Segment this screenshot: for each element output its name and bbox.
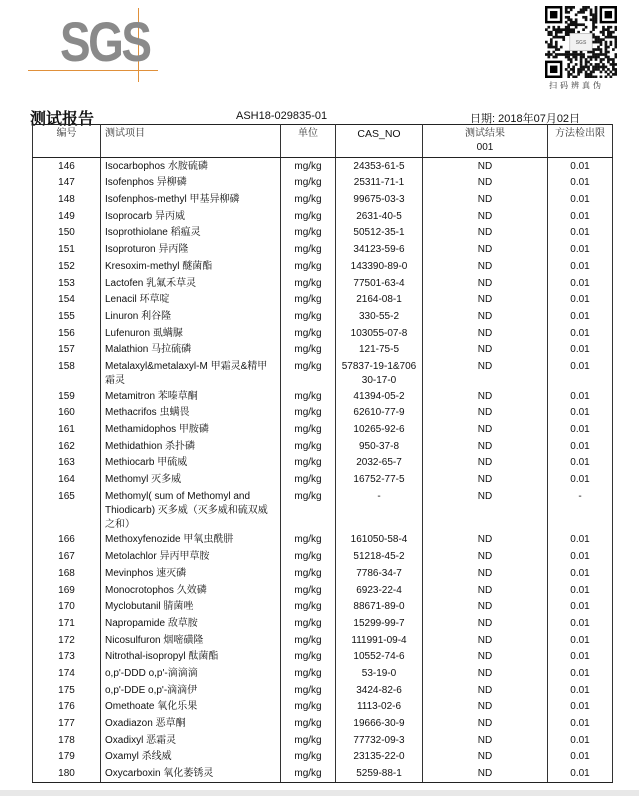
cell-no: 146	[33, 158, 101, 175]
page-bottom-edge	[0, 790, 639, 796]
table-row	[33, 732, 613, 749]
column-header-result	[423, 125, 548, 158]
cell-no: 165	[33, 488, 101, 532]
cell-limit: 0.01	[548, 699, 613, 716]
cell-unit: mg/kg	[281, 455, 336, 472]
cell-cas: 111991-09-4	[336, 632, 423, 649]
cell-limit: 0.01	[548, 241, 613, 258]
cell-result: ND	[423, 405, 548, 422]
cell-result: ND	[423, 615, 548, 632]
cell-unit: mg/kg	[281, 699, 336, 716]
cell-unit: mg/kg	[281, 649, 336, 666]
cell-item: Metalaxyl&metalaxyl-M 甲霜灵&精甲霜灵	[101, 358, 281, 388]
table-row	[33, 599, 613, 616]
cell-result: ND	[423, 325, 548, 342]
cell-no: 168	[33, 565, 101, 582]
cell-unit: mg/kg	[281, 682, 336, 699]
cell-item: Methacrifos 虫螨畏	[101, 405, 281, 422]
cell-unit: mg/kg	[281, 258, 336, 275]
table-header-row	[33, 125, 613, 158]
cell-cas: 10552-74-6	[336, 649, 423, 666]
cell-result: ND	[423, 158, 548, 175]
cell-unit: mg/kg	[281, 358, 336, 388]
cell-unit: mg/kg	[281, 325, 336, 342]
cell-result: ND	[423, 191, 548, 208]
cell-limit: 0.01	[548, 548, 613, 565]
cell-no: 180	[33, 765, 101, 782]
cell-cas: 88671-89-0	[336, 599, 423, 616]
cell-limit: 0.01	[548, 599, 613, 616]
cell-no: 179	[33, 749, 101, 766]
cell-limit: 0.01	[548, 421, 613, 438]
table-row	[33, 191, 613, 208]
cell-item: o,p'-DDE o,p'-滴滴伊	[101, 682, 281, 699]
table-row	[33, 421, 613, 438]
cell-unit: mg/kg	[281, 158, 336, 175]
cell-result: ND	[423, 699, 548, 716]
cell-item: Lufenuron 虱螨脲	[101, 325, 281, 342]
cell-no: 178	[33, 732, 101, 749]
cell-item: Napropamide 敌草胺	[101, 615, 281, 632]
cell-limit: 0.01	[548, 275, 613, 292]
cell-item: o,p'-DDD o,p'-滴滴滴	[101, 665, 281, 682]
cell-unit: mg/kg	[281, 308, 336, 325]
cell-no: 159	[33, 388, 101, 405]
cell-cas: 2631-40-5	[336, 208, 423, 225]
column-header-unit: 单位	[281, 125, 336, 158]
table-row	[33, 175, 613, 192]
table-row	[33, 158, 613, 175]
cell-item: Nicosulfuron 烟嘧磺隆	[101, 632, 281, 649]
table-body	[33, 158, 613, 783]
cell-unit: mg/kg	[281, 749, 336, 766]
cell-unit: mg/kg	[281, 405, 336, 422]
cell-cas: 99675-03-3	[336, 191, 423, 208]
cell-no: 176	[33, 699, 101, 716]
cell-limit: 0.01	[548, 405, 613, 422]
page-title: 测试报告	[30, 109, 95, 128]
table-row	[33, 649, 613, 666]
cell-unit: mg/kg	[281, 438, 336, 455]
cell-unit: mg/kg	[281, 765, 336, 782]
cell-cas: 53-19-0	[336, 665, 423, 682]
cell-cas: 25311-71-1	[336, 175, 423, 192]
cell-unit: mg/kg	[281, 532, 336, 549]
cell-no: 160	[33, 405, 101, 422]
cell-unit: mg/kg	[281, 241, 336, 258]
cell-cas: 34123-59-6	[336, 241, 423, 258]
cell-no: 153	[33, 275, 101, 292]
qr-center-label: SGS	[575, 39, 587, 46]
column-header-item: 测试项目	[101, 125, 281, 158]
table-row	[33, 699, 613, 716]
table-row	[33, 275, 613, 292]
cell-limit: 0.01	[548, 208, 613, 225]
table-row	[33, 208, 613, 225]
cell-limit: 0.01	[548, 455, 613, 472]
report-date: 日期: 2018年07月02日	[470, 113, 581, 125]
cell-result: ND	[423, 715, 548, 732]
cell-result: ND	[423, 488, 548, 532]
cell-limit: 0.01	[548, 471, 613, 488]
cell-no: 158	[33, 358, 101, 388]
column-header-result-sample: 001	[476, 142, 494, 153]
report-number: ASH18-029835-01	[236, 110, 328, 122]
cell-cas: 51218-45-2	[336, 548, 423, 565]
cell-limit: 0.01	[548, 175, 613, 192]
cell-result: ND	[423, 565, 548, 582]
cell-no: 161	[33, 421, 101, 438]
table-row	[33, 455, 613, 472]
cell-no: 152	[33, 258, 101, 275]
column-header-cas: CAS_NO	[336, 125, 423, 158]
cell-no: 147	[33, 175, 101, 192]
cell-result: ND	[423, 421, 548, 438]
cell-unit: mg/kg	[281, 665, 336, 682]
table-row	[33, 765, 613, 782]
cell-unit: mg/kg	[281, 388, 336, 405]
cell-result: ND	[423, 342, 548, 359]
cell-limit: 0.01	[548, 358, 613, 388]
cell-item: Isocarbophos 水胺硫磷	[101, 158, 281, 175]
table-row	[33, 715, 613, 732]
cell-unit: mg/kg	[281, 548, 336, 565]
cell-no: 148	[33, 191, 101, 208]
cell-no: 174	[33, 665, 101, 682]
table-row	[33, 548, 613, 565]
cell-item: Methidathion 杀扑磷	[101, 438, 281, 455]
cell-limit: 0.01	[548, 715, 613, 732]
cell-item: Isofenphos-methyl 甲基异柳磷	[101, 191, 281, 208]
cell-item: Oxamyl 杀线威	[101, 749, 281, 766]
cell-item: Methamidophos 甲胺磷	[101, 421, 281, 438]
cell-cas: 2164-08-1	[336, 292, 423, 309]
cell-cas: 121-75-5	[336, 342, 423, 359]
cell-cas: 77501-63-4	[336, 275, 423, 292]
cell-no: 169	[33, 582, 101, 599]
table-row	[33, 258, 613, 275]
cell-result: ND	[423, 308, 548, 325]
cell-cas: 19666-30-9	[336, 715, 423, 732]
cell-result: ND	[423, 358, 548, 388]
table-row	[33, 471, 613, 488]
cell-item: Myclobutanil 腈菌唑	[101, 599, 281, 616]
cell-item: Monocrotophos 久效磷	[101, 582, 281, 599]
cell-item: Methomyl( sum of Methomyl and Thiodicarb) 灭多威（灭多威和硫双威之和）	[101, 488, 281, 532]
cell-no: 156	[33, 325, 101, 342]
cell-unit: mg/kg	[281, 715, 336, 732]
cell-cas: 23135-22-0	[336, 749, 423, 766]
cell-cas: 7786-34-7	[336, 565, 423, 582]
column-header-limit: 方法检出限	[548, 125, 613, 158]
cell-limit: 0.01	[548, 649, 613, 666]
cell-result: ND	[423, 665, 548, 682]
table-row	[33, 405, 613, 422]
cell-item: Mevinphos 速灭磷	[101, 565, 281, 582]
cell-limit: 0.01	[548, 765, 613, 782]
cell-cas: 77732-09-3	[336, 732, 423, 749]
cell-cas: 24353-61-5	[336, 158, 423, 175]
cell-item: Oxadixyl 恶霜灵	[101, 732, 281, 749]
table-row	[33, 532, 613, 549]
cell-unit: mg/kg	[281, 488, 336, 532]
table-row	[33, 665, 613, 682]
cell-no: 172	[33, 632, 101, 649]
cell-cas: 950-37-8	[336, 438, 423, 455]
table-row	[33, 308, 613, 325]
cell-unit: mg/kg	[281, 615, 336, 632]
cell-cas: 161050-58-4	[336, 532, 423, 549]
cell-no: 151	[33, 241, 101, 258]
cell-result: ND	[423, 765, 548, 782]
cell-result: ND	[423, 599, 548, 616]
cell-limit: 0.01	[548, 749, 613, 766]
cell-item: Methomyl 灭多威	[101, 471, 281, 488]
table-row	[33, 582, 613, 599]
cell-no: 177	[33, 715, 101, 732]
cell-no: 155	[33, 308, 101, 325]
cell-no: 164	[33, 471, 101, 488]
cell-no: 154	[33, 292, 101, 309]
cell-limit: 0.01	[548, 438, 613, 455]
cell-cas: 15299-99-7	[336, 615, 423, 632]
cell-no: 171	[33, 615, 101, 632]
cell-result: ND	[423, 732, 548, 749]
qr-caption: 扫码辨真伪	[549, 81, 604, 90]
table-row	[33, 342, 613, 359]
table-row	[33, 292, 613, 309]
cell-no: 150	[33, 225, 101, 242]
table-row	[33, 225, 613, 242]
cell-limit: 0.01	[548, 682, 613, 699]
cell-cas: 5259-88-1	[336, 765, 423, 782]
cell-no: 157	[33, 342, 101, 359]
cell-limit: 0.01	[548, 532, 613, 549]
table-row	[33, 388, 613, 405]
cell-cas: 103055-07-8	[336, 325, 423, 342]
cell-item: Linuron 利谷隆	[101, 308, 281, 325]
cell-item: Oxycarboxin 氧化萎锈灵	[101, 765, 281, 782]
cell-result: ND	[423, 275, 548, 292]
cell-item: Methoxyfenozide 甲氧虫酰肼	[101, 532, 281, 549]
table-row	[33, 488, 613, 532]
cell-unit: mg/kg	[281, 208, 336, 225]
cell-item: Isoprocarb 异丙威	[101, 208, 281, 225]
cell-unit: mg/kg	[281, 732, 336, 749]
cell-unit: mg/kg	[281, 582, 336, 599]
cell-result: ND	[423, 548, 548, 565]
cell-item: Metamitron 苯嗪草酮	[101, 388, 281, 405]
cell-item: Nitrothal-isopropyl 酞菌酯	[101, 649, 281, 666]
cell-unit: mg/kg	[281, 292, 336, 309]
cell-limit: 0.01	[548, 615, 613, 632]
cell-limit: -	[548, 488, 613, 532]
cell-item: Lactofen 乳氟禾草灵	[101, 275, 281, 292]
table-row	[33, 615, 613, 632]
cell-item: Kresoxim-methyl 醚菌酯	[101, 258, 281, 275]
cell-no: 173	[33, 649, 101, 666]
logo-text: SGS	[60, 10, 150, 73]
cell-limit: 0.01	[548, 732, 613, 749]
cell-result: ND	[423, 471, 548, 488]
cell-limit: 0.01	[548, 225, 613, 242]
cell-result: ND	[423, 532, 548, 549]
cell-no: 170	[33, 599, 101, 616]
cell-limit: 0.01	[548, 258, 613, 275]
cell-limit: 0.01	[548, 292, 613, 309]
cell-result: ND	[423, 208, 548, 225]
cell-limit: 0.01	[548, 582, 613, 599]
cell-item: Isoprothiolane 稻瘟灵	[101, 225, 281, 242]
cell-limit: 0.01	[548, 632, 613, 649]
cell-cas: 330-55-2	[336, 308, 423, 325]
cell-unit: mg/kg	[281, 342, 336, 359]
cell-cas: -	[336, 488, 423, 532]
cell-item: Lenacil 环草啶	[101, 292, 281, 309]
table-row	[33, 749, 613, 766]
cell-limit: 0.01	[548, 158, 613, 175]
qr-code-icon	[545, 6, 617, 78]
cell-unit: mg/kg	[281, 599, 336, 616]
column-header-no: 编号	[33, 125, 101, 158]
cell-result: ND	[423, 682, 548, 699]
cell-cas: 143390-89-0	[336, 258, 423, 275]
cell-item: Omethoate 氧化乐果	[101, 699, 281, 716]
table-row	[33, 241, 613, 258]
cell-no: 166	[33, 532, 101, 549]
cell-unit: mg/kg	[281, 275, 336, 292]
cell-result: ND	[423, 649, 548, 666]
cell-limit: 0.01	[548, 342, 613, 359]
cell-cas: 2032-65-7	[336, 455, 423, 472]
cell-item: Methiocarb 甲硫威	[101, 455, 281, 472]
table-row	[33, 325, 613, 342]
cell-no: 149	[33, 208, 101, 225]
table-row	[33, 565, 613, 582]
cell-item: Isoproturon 异丙隆	[101, 241, 281, 258]
cell-cas: 10265-92-6	[336, 421, 423, 438]
cell-result: ND	[423, 749, 548, 766]
column-header-result-label: 测试结果	[465, 128, 505, 139]
cell-unit: mg/kg	[281, 191, 336, 208]
cell-no: 167	[33, 548, 101, 565]
cell-unit: mg/kg	[281, 471, 336, 488]
cell-result: ND	[423, 175, 548, 192]
cell-unit: mg/kg	[281, 565, 336, 582]
cell-cas: 62610-77-9	[336, 405, 423, 422]
cell-no: 175	[33, 682, 101, 699]
cell-unit: mg/kg	[281, 225, 336, 242]
cell-result: ND	[423, 438, 548, 455]
cell-limit: 0.01	[548, 191, 613, 208]
verification-qr-code[interactable]	[545, 6, 621, 90]
cell-unit: mg/kg	[281, 175, 336, 192]
cell-result: ND	[423, 258, 548, 275]
table-row	[33, 438, 613, 455]
cell-cas: 3424-82-6	[336, 682, 423, 699]
cell-cas: 41394-05-2	[336, 388, 423, 405]
sgs-logo	[28, 8, 158, 82]
cell-result: ND	[423, 582, 548, 599]
cell-item: Malathion 马拉硫磷	[101, 342, 281, 359]
cell-item: Oxadiazon 恶草酮	[101, 715, 281, 732]
table-row	[33, 682, 613, 699]
cell-no: 163	[33, 455, 101, 472]
cell-no: 162	[33, 438, 101, 455]
cell-result: ND	[423, 241, 548, 258]
cell-cas: 1113-02-6	[336, 699, 423, 716]
cell-cas: 6923-22-4	[336, 582, 423, 599]
cell-unit: mg/kg	[281, 632, 336, 649]
cell-result: ND	[423, 292, 548, 309]
cell-limit: 0.01	[548, 325, 613, 342]
cell-cas: 57837-19-1&70630-17-0	[336, 358, 423, 388]
table-row	[33, 358, 613, 388]
cell-unit: mg/kg	[281, 421, 336, 438]
cell-result: ND	[423, 632, 548, 649]
cell-item: Isofenphos 异柳磷	[101, 175, 281, 192]
cell-result: ND	[423, 388, 548, 405]
cell-limit: 0.01	[548, 308, 613, 325]
cell-cas: 16752-77-5	[336, 471, 423, 488]
cell-result: ND	[423, 225, 548, 242]
test-results-table	[32, 124, 613, 783]
cell-cas: 50512-35-1	[336, 225, 423, 242]
cell-item: Metolachlor 异丙甲草胺	[101, 548, 281, 565]
cell-result: ND	[423, 455, 548, 472]
cell-limit: 0.01	[548, 388, 613, 405]
cell-limit: 0.01	[548, 665, 613, 682]
table-row	[33, 632, 613, 649]
cell-limit: 0.01	[548, 565, 613, 582]
